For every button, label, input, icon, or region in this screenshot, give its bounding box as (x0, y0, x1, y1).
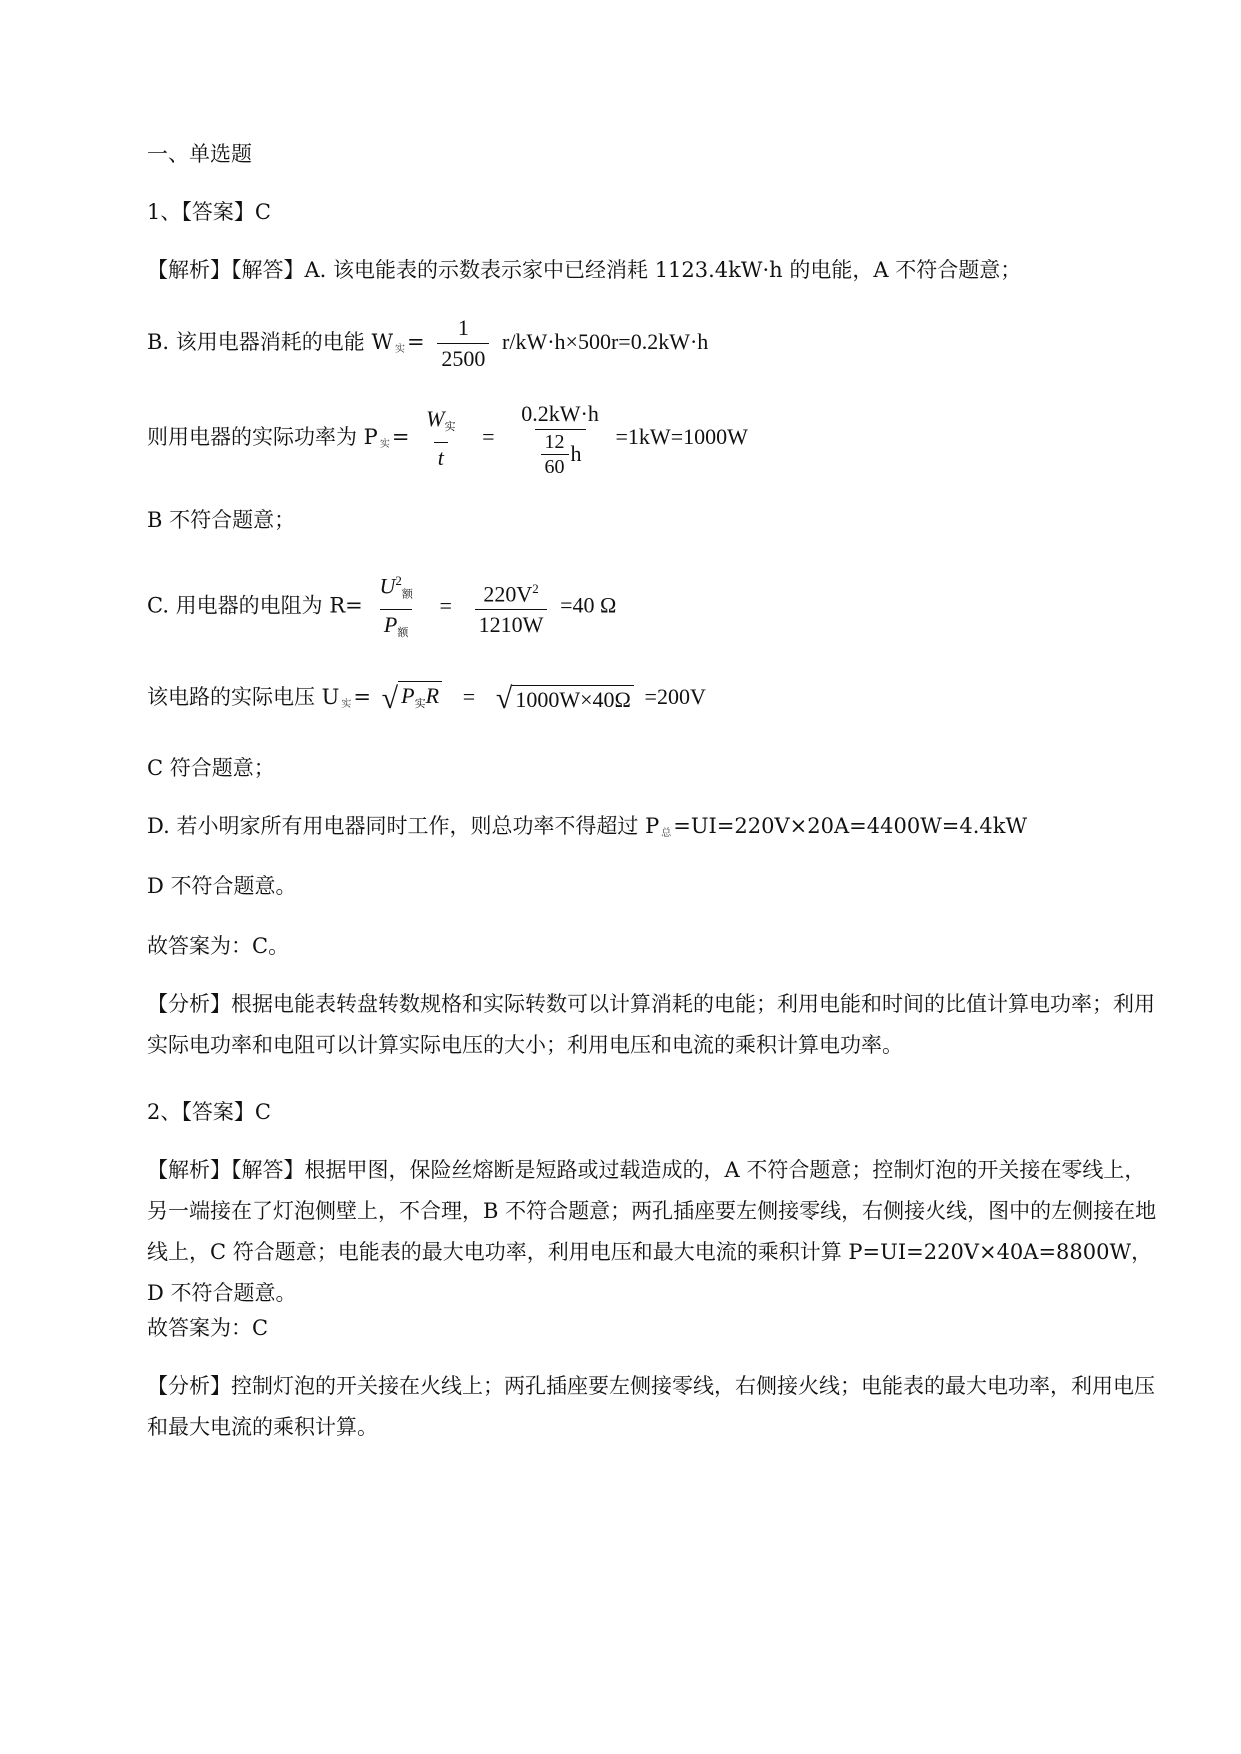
q1-option-c (147, 566, 616, 648)
c-u-sub: 额 (401, 588, 413, 601)
p-inner-fraction (541, 430, 569, 479)
p-fraction-big (517, 399, 603, 479)
d-suffix: =UI=220V×20A=4400W=4.4kW (673, 814, 1028, 838)
c-eq: = (439, 592, 452, 618)
q1-c-conclusion: C 符合题意； (147, 756, 275, 780)
p-prefix: 则用电器的实际功率为 P (147, 425, 378, 449)
q1-d-conclusion: D 不符合题意。 (147, 874, 297, 898)
c-220v: 220V (483, 581, 533, 607)
b-fraction-num: 1 (457, 315, 469, 340)
p-eq: = (391, 425, 410, 449)
q1-voltage-line (147, 672, 706, 730)
c-prefix: C. 用电器的电阻为 R= (147, 593, 363, 618)
u-p-sub: 实 (414, 697, 426, 710)
u-sqrt-2: √ 1000W×40Ω (496, 673, 634, 725)
q2-analysis: 【分析】控制灯泡的开关接在火线上；两孔插座要左侧接零线，右侧接火线；电能表的最大电功率，利用电压和最大电流的乘积计算。 (147, 1374, 1155, 1439)
p-w-sub: 实 (444, 421, 456, 433)
p-fraction-wt (422, 404, 459, 473)
q1-answer: 1、【答案】C (147, 200, 271, 224)
q2-final: 故答案为：C (147, 1316, 269, 1340)
section-title: 一、单选题 (147, 142, 252, 166)
p-fraction-wt-num (422, 404, 459, 442)
b-fraction-den: 2500 (437, 343, 489, 374)
b-prefix: B. 该用电器消耗的电能 W (147, 330, 394, 354)
c-fraction-2-num (479, 574, 542, 609)
p-eq2: = (482, 424, 495, 449)
c-fraction-2-den: 1210W (475, 609, 548, 640)
c-p: P (383, 612, 398, 638)
u-eq2: = (462, 684, 476, 709)
d-prefix: D. 若小明家所有用电器同时工作，则总功率不得超过 P (147, 814, 660, 838)
q1-power-line (147, 392, 748, 490)
u-prefix: 该电路的实际电压 U (147, 685, 340, 709)
b-sub: 实 (395, 344, 406, 355)
c-fraction-1 (375, 566, 416, 648)
u-sqrt-1: √ P实R (382, 673, 442, 725)
p-inner-den: 60 (541, 454, 569, 479)
c-result: =40 Ω (560, 592, 617, 618)
c-220v-sup: 2 (532, 581, 539, 596)
b-eq: = (407, 330, 425, 354)
p-inner-num: 12 (544, 430, 565, 453)
p-result: =1kW=1000W (615, 424, 748, 449)
q1-option-d (147, 810, 1027, 850)
c-fraction-2 (475, 574, 548, 640)
u-sqrt-2-content: 1000W×40Ω (512, 685, 634, 714)
c-fraction-1-den (380, 609, 412, 648)
p-w: W (426, 406, 445, 431)
q2-answer: 2、【答案】C (147, 1100, 271, 1124)
q2-solution: 【解析】【解答】根据甲图，保险丝熔断是短路或过载造成的，A 不符合题意；控制灯泡的开关接在零线上，另一端接在了灯泡侧壁上，不合理，B 不符合题意；两孔插座要左侧接零线，右侧接火线，图中的左侧接在地线上，C 符合题意；电能表的最大电功率，利用电压和最大电流的乘积计算 P=UI=220V×40A=8800W，D 不符合题意。 (147, 1158, 1157, 1305)
u-result: =200V (644, 684, 706, 709)
c-u-sup: 2 (395, 573, 402, 588)
p-unit-h: h (570, 441, 582, 466)
c-p-sub: 额 (397, 627, 409, 640)
p-fraction-big-num: 0.2kW·h (521, 400, 599, 426)
u-eq: = (353, 685, 371, 709)
u-r: R (425, 682, 440, 708)
u-sqrt-1-content (398, 681, 442, 718)
b-fraction (437, 313, 489, 374)
u-sub: 实 (341, 699, 352, 710)
p-fraction-wt-den: t (434, 442, 448, 473)
d-sub: 总 (661, 828, 672, 839)
c-u: U (379, 573, 396, 599)
p-sub: 实 (379, 439, 390, 450)
q1-b-conclusion: B 不符合题意； (147, 508, 296, 532)
q1-option-a: 【解析】【解答】A. 该电能表的示数表示家中已经消耗 1123.4kW·h 的电能，A 不符合题意； (147, 258, 1022, 282)
b-suffix: r/kW·h×500r=0.2kW·h (502, 329, 709, 354)
c-fraction-1-num (375, 566, 416, 609)
q1-final: 故答案为：C。 (147, 934, 290, 958)
u-p: P (401, 682, 415, 708)
q1-option-b (147, 312, 708, 380)
p-fraction-big-den (535, 429, 586, 479)
q1-analysis: 【分析】根据电能表转盘转数规格和实际转数可以计算消耗的电能；利用电能和时间的比值计算电功率；利用实际电功率和电阻可以计算实际电压的大小；利用电压和电流的乘积计算电功率。 (147, 992, 1155, 1057)
